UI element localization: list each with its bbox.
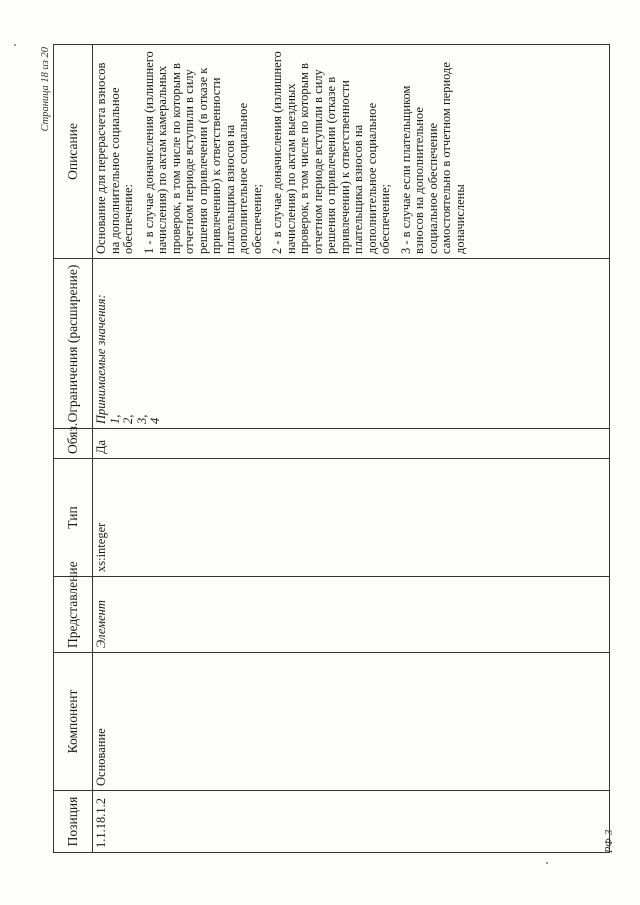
cell-description [93,45,610,259]
constraint-value: 4 [148,417,162,424]
scan-speck [546,862,548,864]
description-item-2: 2 - в случае доначисления (излишнего начисления) по актам выездных проверок, в том числе по которым в отчетном периоде вступили в силу решения о привлечении (отказе в привлечении) к ответственности плательщика взносов на дополнительное социальное обеспечение; [270,51,392,254]
constraint-value: 3, [134,414,149,424]
spec-table [53,44,610,853]
page-number: Страница 18 из 20 [40,47,51,132]
constraints-title: Принимаемые значения: [94,294,108,424]
description-item-1: 1 - в случае доначисления (излишнего начисления) по актам камеральных проверок, в том числе по которым в отчетном периоде вступили в силу решения о привлечении (в отказе к привлечению) к ответственности плательщика взносов на дополнительное социальное обеспечение; [141,51,264,254]
header-component: Компонент [54,653,93,791]
table-header-row [54,45,93,853]
scan-speck [14,44,16,46]
cell-constraints [93,259,610,429]
header-constraints: Ограничения (расширение) [54,259,93,429]
cell-type: xs:integer [93,459,610,577]
description-intro: Основание для перерасчета взносов на дополнительное социальное обеспечение: [94,62,135,254]
table-row [93,45,610,853]
header-required: Обяз. [54,429,93,459]
constraint-value: 2, [121,414,135,424]
cell-representation: Элемент [93,577,610,653]
cell-required: Да [93,429,610,459]
header-type: Тип [54,459,93,577]
header-description: Описание [54,45,93,259]
header-representation: Представление [54,577,93,653]
constraint-value: 1, [107,414,122,424]
header-position: Позиция [54,791,93,853]
cell-position: 1.1.18.1.2 [93,791,610,853]
description-item-3: 3 - в случае если плательщиком взносов на дополнительное социальное обеспечение самостоятельно в отчетном периоде доначислены [398,62,467,254]
footer-left-code: РФ-3 [604,829,615,853]
cell-component: Основание [93,653,610,791]
